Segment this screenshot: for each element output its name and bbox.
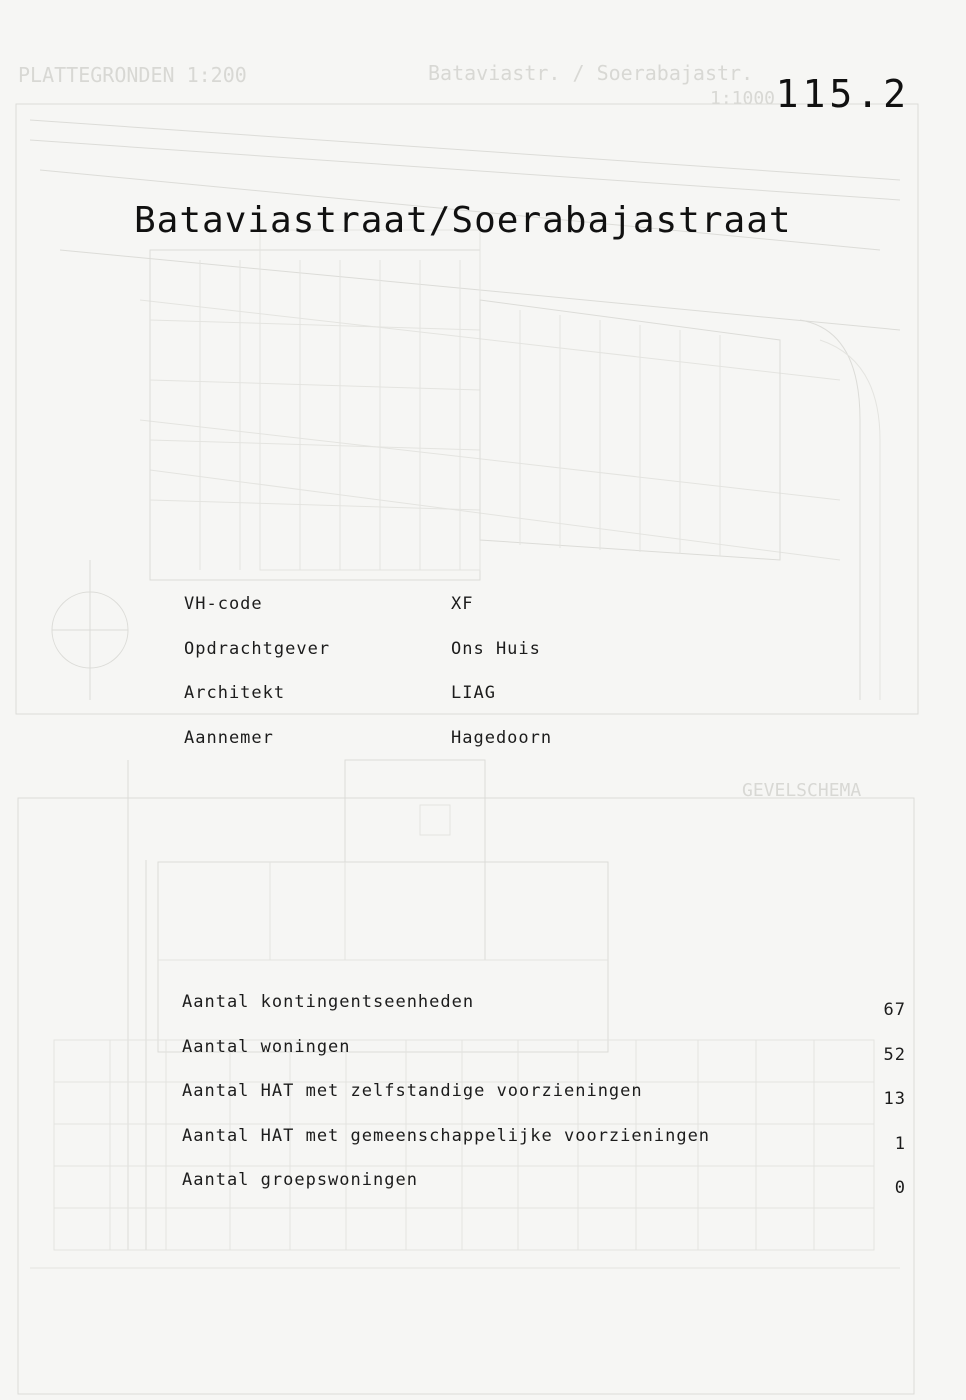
stat-label: Aantal HAT met gemeenschappelijke voorzieningen xyxy=(182,1125,711,1146)
stat-label: Aantal HAT met zelfstandige voorzieningen xyxy=(182,1081,643,1101)
info-value: XF xyxy=(451,594,474,614)
info-label: VH-code xyxy=(184,594,263,614)
stat-value: 1 xyxy=(894,1133,906,1154)
info-value: Hagedoorn xyxy=(451,727,553,748)
stat-row xyxy=(182,1037,906,1082)
stat-value: 0 xyxy=(894,1178,906,1198)
info-label: Opdrachtgever xyxy=(184,638,331,659)
ghost-gevelschema: GEVELSCHEMA xyxy=(742,780,862,801)
stat-value: 13 xyxy=(883,1089,906,1109)
info-label: Architekt xyxy=(184,683,286,703)
stat-value: 52 xyxy=(883,1044,906,1065)
stat-label: Aantal woningen xyxy=(182,1036,351,1057)
page-number: 115.2 xyxy=(775,72,910,116)
stat-value: 67 xyxy=(883,1000,906,1020)
ghost-header-street: Bataviastr. / Soerabajastr. xyxy=(428,61,754,85)
stat-row xyxy=(182,1170,906,1215)
ghost-header-scale: 1:1000 xyxy=(710,88,776,109)
stat-label: Aantal kontingentseenheden xyxy=(182,992,475,1012)
info-value: LIAG xyxy=(451,683,496,703)
statistics-list xyxy=(182,992,906,1215)
ghost-header-text: PLATTEGRONDEN 1:200 xyxy=(18,63,247,87)
page-title: Bataviastraat/Soerabajastraat xyxy=(134,200,792,241)
stat-row xyxy=(182,992,906,1037)
info-value: Ons Huis xyxy=(451,638,541,659)
stat-row xyxy=(182,1126,906,1171)
stat-row xyxy=(182,1081,906,1126)
stat-label: Aantal groepswoningen xyxy=(182,1170,418,1190)
info-label: Aannemer xyxy=(184,727,274,748)
